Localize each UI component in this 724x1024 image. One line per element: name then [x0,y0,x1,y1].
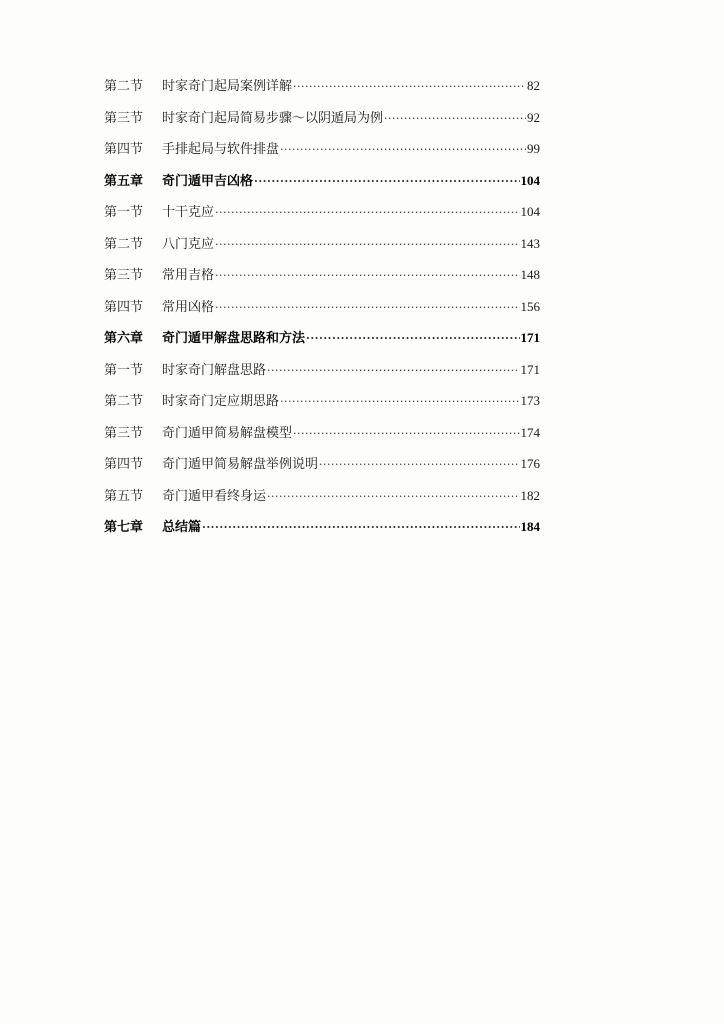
toc-entry-title: 时家奇门定应期思路 [162,394,280,409]
toc-chapter-label: 第五章 [104,173,144,189]
toc-entry-page-number: 104 [520,204,540,219]
toc-entry-page-number: 156 [520,298,540,314]
toc-entry-2 [104,139,540,171]
toc-chapter-page-number: 184 [520,519,540,534]
toc-entry-label: 第四节 [104,457,144,472]
toc-entry-6 [104,265,540,297]
toc-entry-title: 手排起局与软件排盘 [162,142,280,157]
toc-entry-title: 时家奇门起局简易步骤～以阴遁局为例 [162,110,384,126]
toc-entry-label: 第二节 [104,79,144,94]
dot-leader [293,77,526,97]
toc-entry-4 [104,202,540,234]
dot-leader [215,235,519,255]
toc-entry-9 [104,360,540,392]
toc-entry-13 [104,486,540,518]
toc-entry-label: 第三节 [104,425,144,441]
toc-chapter-entry-3 [104,171,540,203]
toc-entry-label: 第一节 [104,362,144,378]
toc-entry-page-number: 176 [520,456,540,471]
dot-leader [267,487,519,507]
toc-entry-page-number: 148 [520,267,540,282]
dot-leader [280,392,519,412]
dot-leader [384,109,526,129]
toc-chapter-title: 奇门遁甲吉凶格 [162,173,254,189]
dot-leader [267,361,519,381]
toc-entry-1 [104,108,540,140]
toc-entry-label: 第三节 [104,110,144,126]
dot-leader [280,140,526,160]
dot-leader [319,455,519,475]
toc-entry-title: 八门克应 [162,236,215,252]
toc-entry-label: 第二节 [104,394,144,409]
toc-chapter-title: 奇门遁甲解盘思路和方法 [162,331,306,346]
toc-entry-label: 第三节 [104,268,144,283]
toc-entry-page-number: 99 [527,141,540,156]
toc-entry-page-number: 182 [520,487,540,503]
dot-leader [306,329,519,349]
toc-entry-title: 奇门遁甲简易解盘模型 [162,425,293,441]
dot-leader [215,203,519,223]
toc-entry-title: 奇门遁甲简易解盘举例说明 [162,457,319,472]
toc-chapter-entry-8 [104,328,540,360]
toc-entry-page-number: 92 [527,109,540,125]
toc-entry-label: 第四节 [104,142,144,157]
dot-leader [254,172,519,192]
dot-leader [202,518,519,538]
toc-entry-page-number: 82 [527,78,540,93]
toc-entry-title: 时家奇门解盘思路 [162,362,267,378]
toc-entry-12 [104,454,540,486]
toc-entry-title: 常用吉格 [162,268,215,283]
toc-chapter-entry-14 [104,517,540,549]
toc-entry-title: 时家奇门起局案例详解 [162,79,293,94]
toc-chapter-page-number: 104 [520,172,540,188]
toc-chapter-label: 第七章 [104,520,144,535]
toc-entry-page-number: 173 [520,393,540,408]
toc-entry-title: 常用凶格 [162,299,215,315]
toc-entry-7 [104,297,540,329]
toc-entry-page-number: 174 [520,424,540,440]
toc-entry-label: 第二节 [104,236,144,252]
toc-chapter-label: 第六章 [104,331,144,346]
toc-entry-title: 奇门遁甲看终身运 [162,488,267,504]
toc-entry-5 [104,234,540,266]
dot-leader [293,424,519,444]
toc-chapter-page-number: 171 [520,330,540,345]
table-of-contents [104,76,540,549]
toc-entry-label: 第一节 [104,205,144,220]
toc-entry-10 [104,391,540,423]
dot-leader [215,298,519,318]
toc-entry-page-number: 171 [520,361,540,377]
toc-entry-label: 第四节 [104,299,144,315]
toc-entry-label: 第五节 [104,488,144,504]
toc-entry-page-number: 143 [520,235,540,251]
toc-entry-title: 十干克应 [162,205,215,220]
toc-chapter-title: 总结篇 [162,520,202,535]
dot-leader [215,266,519,286]
toc-entry-0 [104,76,540,108]
toc-entry-11 [104,423,540,455]
